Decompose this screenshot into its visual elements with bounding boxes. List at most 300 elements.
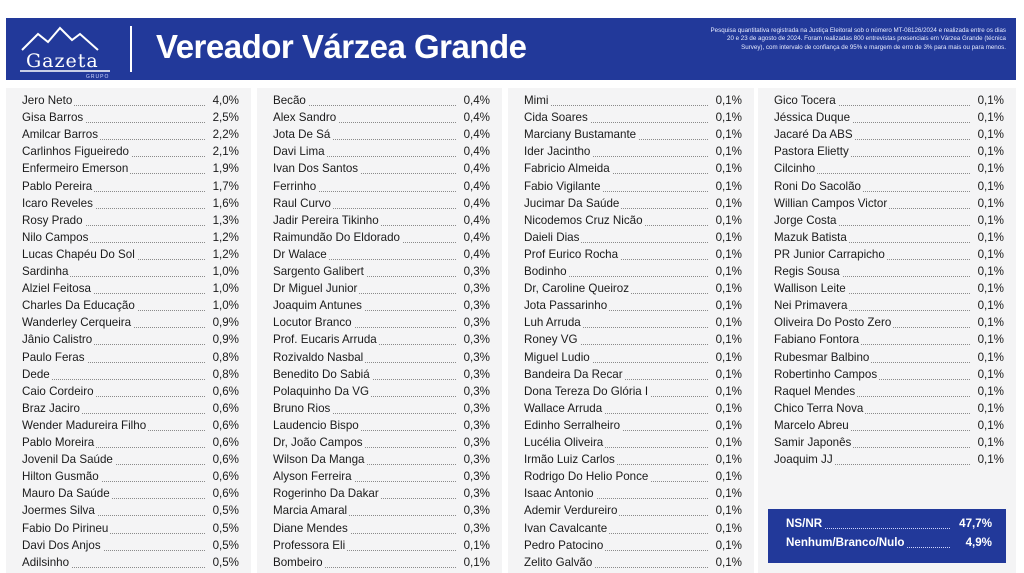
candidate-row [6, 385, 251, 402]
candidate-name: Bodinho [524, 265, 567, 278]
candidate-name: Rogerinho Da Dakar [273, 487, 379, 501]
candidate-row [257, 504, 502, 521]
candidate-percentage: 0,1% [463, 555, 490, 569]
candidate-percentage: 0,1% [715, 299, 742, 313]
candidate-percentage: 0,1% [977, 265, 1004, 278]
candidate-name: Locutor Branco [273, 316, 352, 330]
candidate-name: Amilcar Barros [22, 128, 99, 142]
candidate-row [758, 385, 1016, 402]
candidate-name: Laudencio Bispo [273, 418, 359, 432]
candidate-name: Dr Walace [273, 247, 327, 261]
candidate-name: Robertinho Campos [774, 367, 878, 381]
candidate-percentage: 0,6% [212, 401, 239, 415]
candidate-row [6, 470, 251, 487]
candidate-name: Braz Jaciro [22, 401, 80, 415]
candidate-row [6, 487, 251, 504]
candidate-name: Pastora Elietty [774, 145, 849, 159]
candidate-name: Marciany Bustamante [524, 128, 637, 142]
candidate-row [6, 94, 251, 111]
candidate-name: Sargento Galibert [273, 265, 364, 278]
candidate-row [758, 94, 1016, 111]
candidate-percentage: 0,4% [463, 213, 490, 227]
candidate-name: Benedito Do Sabiá [273, 367, 370, 381]
candidate-name: Prof Eurico Rocha [524, 247, 619, 261]
candidate-percentage: 0,3% [463, 299, 490, 313]
candidate-percentage: 4,0% [212, 94, 239, 107]
candidate-name: Marcia Amaral [273, 504, 348, 518]
candidate-percentage: 1,0% [212, 282, 239, 296]
candidate-percentage: 0,1% [977, 179, 1004, 193]
candidate-percentage: 0,1% [715, 213, 742, 227]
gazeta-logo [14, 22, 118, 80]
candidate-name: Dede [22, 367, 50, 381]
candidate-row [257, 111, 502, 128]
candidate-percentage: 0,1% [715, 453, 742, 467]
candidate-name: Icaro Reveles [22, 196, 93, 210]
summary-value: 4,9% [965, 536, 992, 549]
candidate-row [508, 145, 754, 162]
candidate-name: Pablo Pereira [22, 179, 93, 193]
candidate-name: Hilton Gusmão [22, 470, 99, 484]
candidate-percentage: 0,1% [977, 145, 1004, 159]
candidate-name: Davi Lima [273, 145, 325, 159]
candidate-row [758, 231, 1016, 248]
candidate-percentage: 0,4% [463, 94, 490, 107]
candidate-percentage: 0,4% [463, 162, 490, 176]
candidate-percentage: 0,1% [715, 162, 742, 176]
candidate-row [6, 333, 251, 350]
candidate-row [508, 522, 754, 539]
candidate-row [257, 197, 502, 214]
candidate-row [508, 487, 754, 504]
candidate-percentage: 1,0% [212, 265, 239, 278]
candidate-percentage: 0,1% [715, 333, 742, 347]
candidate-name: Alyson Ferreira [273, 470, 352, 484]
candidate-name: Fabiano Fontora [774, 333, 860, 347]
candidate-name: Dona Tereza Do Glória I [524, 384, 649, 398]
candidate-percentage: 0,1% [715, 128, 742, 142]
candidate-row [6, 265, 251, 282]
candidate-percentage: 1,2% [212, 230, 239, 244]
candidate-name: Ferrinho [273, 179, 317, 193]
candidate-name: Nei Primavera [774, 299, 848, 313]
candidate-row [257, 333, 502, 350]
candidate-percentage: 0,4% [463, 196, 490, 210]
candidate-percentage: 0,4% [463, 247, 490, 261]
candidate-row [508, 333, 754, 350]
candidate-percentage: 0,4% [463, 179, 490, 193]
candidate-row [6, 539, 251, 556]
candidate-percentage: 0,6% [212, 487, 239, 501]
candidate-name: Joermes Silva [22, 504, 95, 518]
candidate-name: Dr, Caroline Queiroz [524, 282, 630, 296]
candidate-name: Becão [273, 94, 306, 107]
candidate-name: Prof. Eucaris Arruda [273, 333, 377, 347]
candidate-name: Gisa Barros [22, 111, 84, 125]
candidate-percentage: 0,6% [212, 384, 239, 398]
candidate-row [6, 231, 251, 248]
candidate-percentage: 0,1% [715, 316, 742, 330]
candidate-percentage: 0,3% [463, 316, 490, 330]
candidate-name: Carlinhos Figueiredo [22, 145, 129, 159]
candidate-name: Wallison Leite [774, 282, 846, 296]
candidate-percentage: 0,3% [463, 453, 490, 467]
candidate-column-4 [758, 88, 1016, 573]
candidate-row [6, 111, 251, 128]
candidate-row [758, 333, 1016, 350]
candidate-percentage: 0,1% [977, 418, 1004, 432]
candidate-name: Chico Terra Nova [774, 401, 864, 415]
candidate-name: Rodrigo Do Helio Ponce [524, 470, 649, 484]
candidate-row [758, 111, 1016, 128]
candidate-name: PR Junior Carrapicho [774, 247, 885, 261]
candidate-name: Wallace Arruda [524, 401, 603, 415]
summary-value: 47,7% [959, 517, 992, 530]
candidate-row [257, 231, 502, 248]
candidate-percentage: 1,6% [212, 196, 239, 210]
candidate-percentage: 0,3% [463, 418, 490, 432]
candidate-row [257, 316, 502, 333]
candidate-name: Wender Madureira Filho [22, 418, 147, 432]
candidate-name: Ivan Dos Santos [273, 162, 359, 176]
candidate-row [257, 385, 502, 402]
candidate-name: Professora Eli [273, 538, 346, 552]
candidate-row [758, 162, 1016, 179]
candidate-row [758, 316, 1016, 333]
candidate-percentage: 0,1% [715, 538, 742, 552]
candidate-row [257, 180, 502, 197]
candidate-row [6, 214, 251, 231]
candidate-percentage: 0,1% [977, 162, 1004, 176]
candidate-row [508, 385, 754, 402]
page-title: Vereador Várzea Grande [156, 28, 527, 65]
candidate-name: Ademir Verdureiro [524, 504, 618, 518]
candidate-row [6, 436, 251, 453]
candidate-row [508, 368, 754, 385]
candidate-row [758, 248, 1016, 265]
candidate-name: Bruno Rios [273, 401, 331, 415]
candidate-row [6, 402, 251, 419]
candidate-percentage: 1,7% [212, 179, 239, 193]
candidate-percentage: 2,2% [212, 128, 239, 142]
candidate-percentage: 0,8% [212, 350, 239, 364]
candidate-row [508, 419, 754, 436]
candidate-name: Ider Jacintho [524, 145, 591, 159]
candidate-row [508, 162, 754, 179]
candidate-name: Diane Mendes [273, 521, 348, 535]
candidate-percentage: 0,1% [977, 384, 1004, 398]
summary-row [786, 536, 992, 553]
candidate-column-2 [257, 88, 502, 573]
candidate-name: Davi Dos Anjos [22, 538, 101, 552]
candidate-percentage: 0,8% [212, 367, 239, 381]
candidate-row [6, 316, 251, 333]
candidate-row [508, 504, 754, 521]
candidate-percentage: 0,1% [715, 384, 742, 398]
candidate-row [257, 436, 502, 453]
candidate-row [257, 368, 502, 385]
candidate-percentage: 0,3% [463, 333, 490, 347]
candidate-name: Jadir Pereira Tikinho [273, 213, 379, 227]
candidate-name: Ivan Cavalcante [524, 521, 608, 535]
candidate-percentage: 0,1% [715, 418, 742, 432]
candidate-percentage: 0,1% [977, 213, 1004, 227]
candidate-percentage: 0,1% [977, 350, 1004, 364]
candidate-percentage: 0,1% [977, 94, 1004, 107]
candidate-percentage: 0,1% [715, 470, 742, 484]
candidate-percentage: 0,3% [463, 521, 490, 535]
candidate-name: Jacaré Da ABS [774, 128, 853, 142]
candidate-name: Lucélia Oliveira [524, 436, 604, 449]
candidate-name: Jorge Costa [774, 213, 837, 227]
candidate-name: Dr Miguel Junior [273, 282, 358, 296]
candidate-percentage: 0,1% [977, 111, 1004, 125]
candidate-row [758, 436, 1016, 453]
candidate-percentage: 0,1% [715, 350, 742, 364]
candidate-name: Adilsinho [22, 555, 70, 569]
candidate-percentage: 0,1% [715, 401, 742, 415]
candidate-name: Mazuk Batista [774, 230, 847, 244]
candidate-name: Nicodemos Cruz Nicão [524, 213, 643, 227]
candidate-row [758, 180, 1016, 197]
candidate-row [508, 128, 754, 145]
candidate-row [257, 94, 502, 111]
candidate-row [758, 419, 1016, 436]
candidate-percentage: 0,4% [463, 230, 490, 244]
candidate-name: Raimundão Do Eldorado [273, 230, 400, 244]
candidate-percentage: 0,1% [715, 487, 742, 501]
candidate-row [508, 402, 754, 419]
candidate-row [508, 539, 754, 556]
summary-box [768, 509, 1006, 563]
summary-label: Nenhum/Branco/Nulo [786, 536, 905, 549]
candidate-percentage: 0,4% [463, 111, 490, 125]
candidate-percentage: 0,3% [463, 487, 490, 501]
candidate-row [6, 248, 251, 265]
candidate-row [6, 180, 251, 197]
candidate-percentage: 0,1% [715, 504, 742, 518]
candidate-row [758, 265, 1016, 282]
candidate-percentage: 0,1% [715, 196, 742, 210]
candidate-percentage: 1,3% [212, 213, 239, 227]
candidate-name: Rozivaldo Nasbal [273, 350, 364, 364]
logo-text: Gazeta [26, 50, 99, 72]
candidate-name: Jero Neto [22, 94, 73, 107]
summary-row [786, 517, 992, 534]
candidate-name: Dr, João Campos [273, 436, 363, 449]
candidate-name: Raul Curvo [273, 196, 331, 210]
candidate-percentage: 0,1% [977, 401, 1004, 415]
candidate-name: Bandeira Da Recar [524, 367, 623, 381]
candidate-percentage: 0,3% [463, 436, 490, 449]
candidate-name: Isaac Antonio [524, 487, 594, 501]
candidate-percentage: 0,1% [977, 316, 1004, 330]
candidate-name: Joaquim JJ [774, 453, 833, 467]
candidate-name: Cilcinho [774, 162, 816, 176]
candidate-percentage: 0,6% [212, 436, 239, 449]
candidate-percentage: 0,5% [212, 555, 239, 569]
dot-leader [524, 105, 708, 106]
candidate-row [6, 282, 251, 299]
candidate-percentage: 0,1% [977, 436, 1004, 449]
candidate-name: Gico Tocera [774, 94, 836, 107]
candidate-name: Alex Sandro [273, 111, 337, 125]
candidate-name: Raquel Mendes [774, 384, 856, 398]
candidate-row [758, 145, 1016, 162]
candidate-percentage: 0,5% [212, 504, 239, 518]
candidate-row [508, 231, 754, 248]
candidate-row [508, 282, 754, 299]
candidate-name: Wilson Da Manga [273, 453, 365, 467]
candidate-name: Rubesmar Balbino [774, 350, 870, 364]
candidate-row [508, 436, 754, 453]
candidate-row [257, 470, 502, 487]
candidate-row [508, 197, 754, 214]
header-banner [6, 18, 1016, 80]
candidate-name: Enfermeiro Emerson [22, 162, 129, 176]
candidate-name: Roni Do Sacolão [774, 179, 862, 193]
candidate-row [508, 351, 754, 368]
candidate-percentage: 0,3% [463, 504, 490, 518]
candidate-percentage: 0,1% [977, 128, 1004, 142]
candidate-percentage: 0,1% [977, 367, 1004, 381]
candidate-row [257, 453, 502, 470]
candidate-row [758, 214, 1016, 231]
candidate-row [508, 470, 754, 487]
candidate-name: Willian Campos Victor [774, 196, 888, 210]
candidate-name: Jucimar Da Saúde [524, 196, 620, 210]
candidate-name: Paulo Feras [22, 350, 85, 364]
candidate-row [6, 128, 251, 145]
candidate-percentage: 2,1% [212, 145, 239, 159]
candidate-name: Polaquinho Da VG [273, 384, 370, 398]
candidate-percentage: 0,1% [715, 111, 742, 125]
candidate-percentage: 0,1% [715, 265, 742, 278]
candidate-name: Jovenil Da Saúde [22, 453, 113, 467]
survey-note: Pesquisa quantitativa registrada na Justiça Eleitoral sob o número MT-08126/2024 e realizada entre os dias 20 e 23 de agosto de 2024. Foram realizadas 800 entrevistas presenciais em Várzea Grande (técnica Survey), com intervalo de confiança de 95% e margem de erro de 3% para mais ou para menos. [710, 27, 1006, 51]
candidate-name: Caio Cordeiro [22, 384, 94, 398]
candidate-percentage: 0,3% [463, 350, 490, 364]
candidate-row [758, 368, 1016, 385]
candidate-row [257, 282, 502, 299]
candidate-row [508, 180, 754, 197]
candidate-column-3 [508, 88, 754, 573]
candidate-name: Rosy Prado [22, 213, 83, 227]
candidate-percentage: 0,1% [715, 94, 742, 107]
candidate-name: Fabio Do Pirineu [22, 521, 109, 535]
candidate-percentage: 2,5% [212, 111, 239, 125]
candidate-row [257, 145, 502, 162]
candidate-name: Nilo Campos [22, 230, 89, 244]
candidate-name: Miguel Ludio [524, 350, 590, 364]
candidate-name: Wanderley Cerqueira [22, 316, 132, 330]
candidate-percentage: 0,1% [715, 282, 742, 296]
candidate-percentage: 1,9% [212, 162, 239, 176]
candidate-percentage: 0,3% [463, 470, 490, 484]
candidate-row [257, 299, 502, 316]
candidate-percentage: 0,4% [463, 145, 490, 159]
candidate-row [6, 299, 251, 316]
candidate-percentage: 0,6% [212, 470, 239, 484]
candidate-percentage: 0,5% [212, 521, 239, 535]
candidate-percentage: 0,4% [463, 128, 490, 142]
candidate-name: Mauro Da Saúde [22, 487, 110, 501]
candidate-percentage: 0,1% [715, 555, 742, 569]
candidate-percentage: 0,1% [977, 333, 1004, 347]
candidate-row [257, 419, 502, 436]
candidate-row [6, 197, 251, 214]
candidate-percentage: 0,1% [715, 247, 742, 261]
candidate-name: Bombeiro [273, 555, 323, 569]
candidate-percentage: 1,0% [212, 299, 239, 313]
candidate-row [257, 539, 502, 556]
candidate-percentage: 0,3% [463, 265, 490, 278]
candidate-row [6, 162, 251, 179]
candidate-row [6, 368, 251, 385]
candidate-row [6, 522, 251, 539]
candidate-name: Fabricio Almeida [524, 162, 610, 176]
candidate-name: Jânio Calistro [22, 333, 93, 347]
candidate-percentage: 0,6% [212, 453, 239, 467]
candidate-percentage: 0,1% [977, 196, 1004, 210]
candidate-row [6, 556, 251, 573]
candidate-row [6, 419, 251, 436]
candidate-row [508, 316, 754, 333]
candidate-row [508, 94, 754, 111]
candidate-percentage: 0,9% [212, 333, 239, 347]
candidate-row [758, 299, 1016, 316]
candidate-name: Regis Sousa [774, 265, 840, 278]
candidate-row [758, 351, 1016, 368]
candidate-percentage: 0,1% [977, 282, 1004, 296]
candidate-row [257, 522, 502, 539]
candidate-column-1 [6, 88, 251, 573]
candidate-percentage: 0,1% [715, 367, 742, 381]
candidate-name: Joaquim Antunes [273, 299, 362, 313]
candidate-percentage: 0,1% [463, 538, 490, 552]
header-divider [130, 26, 132, 72]
candidate-row [758, 197, 1016, 214]
candidate-row [508, 453, 754, 470]
candidate-percentage: 0,1% [715, 521, 742, 535]
candidate-row [758, 453, 1016, 470]
candidate-row [257, 556, 502, 573]
candidate-row [6, 145, 251, 162]
candidate-row [257, 351, 502, 368]
candidate-percentage: 1,2% [212, 247, 239, 261]
candidate-row [758, 282, 1016, 299]
candidate-name: Alziel Feitosa [22, 282, 91, 296]
candidate-percentage: 0,1% [715, 145, 742, 159]
candidate-row [257, 214, 502, 231]
candidate-percentage: 0,1% [977, 230, 1004, 244]
candidate-row [257, 248, 502, 265]
logo-tag: GRUPO [86, 74, 110, 80]
candidate-row [758, 402, 1016, 419]
candidate-name: Zelito Galvão [524, 555, 593, 569]
candidate-row [508, 248, 754, 265]
candidate-name: Charles Da Educação [22, 299, 135, 313]
candidate-percentage: 0,1% [715, 436, 742, 449]
candidate-name: Oliveira Do Posto Zero [774, 316, 892, 330]
candidate-row [508, 265, 754, 282]
candidate-name: Luh Arruda [524, 316, 581, 330]
candidate-row [508, 214, 754, 231]
candidate-row [508, 556, 754, 573]
candidate-percentage: 0,3% [463, 282, 490, 296]
candidate-percentage: 0,1% [715, 179, 742, 193]
candidate-row [508, 111, 754, 128]
